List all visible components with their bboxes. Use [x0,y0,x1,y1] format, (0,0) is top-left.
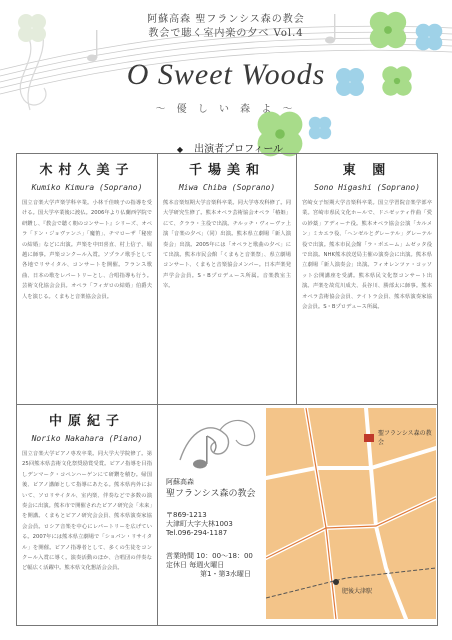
page-subtitle: 〜 優 し い 森 よ 〜 [155,104,297,115]
location-map [266,408,436,619]
performer-bio: 熊本音楽短期大学音楽科卒業。同大学専攻科修了。同大学研究生修了。熊本オペラ芸術協会オペラ「椿姫」にて、クララ・主役で出演。チルッチ・ヴィーヴァ上演「音楽の夕べ」（同）出演。熊本県立劇場「新人演奏会」出演。2005年には「オペラと歌曲の夕べ」にて出演。熊本市民会館「くまもと音楽祭」、県立劇場コンサート、くまもと音楽協会メンバー。日本声楽発声学会会員。S・Bプロデュース所属。音楽教室主宰。 [163,200,291,290]
church-closed: 定休日 毎週火曜日 [166,561,225,569]
church-postal: 〒869-1213 [166,511,207,519]
church-name: 聖フランシス森の教会 [166,489,256,499]
section-label: 出演者プロフィール [194,144,284,155]
performer-card [157,153,297,405]
performer-bio: 宮崎女子短期大学音楽科卒業。国立学習院音楽学部卒業。宮崎市県民文化ホールで、ドニゼッティ作曲「愛の妙薬」アディーナ役。熊本オペラ協会公演「カルメン」ミカエラ役、「ヘンゼルとグレーテル」グレーテル役で出演。熊本市民会館「ラ・ボエーム」ムゼッタ役で出演。NHK熊本放送局主催の演奏会に出演。熊本県立劇場「新人演奏会」出演。フィオレンツァ・コッソット公開講座を受講。熊本県民文化祭コンサート出演。声楽を故荒川成夫、長谷川、勝部太に師事。熊本オペラ芸術協会会員、テイトラ会員、熊本県演奏家協会会員。S・Bプロデュース所属。 [302,200,432,311]
performer-bio: 国立音楽大学声楽学科卒業。小林千佳映子の指導を受ける。国大学卒業後に渡仏。2006年より仏蘭西学院で研鑽し、『教会で聴く朝のコンサート』シリーズ、オペラ「ドン・ジョヴァンニ」「魔笛」、チマローザ「秘密の結婚」などに出演。声楽を中田喜直、村上信子、堀越に師事。声楽コンクール入賞。ソプラノ歌手として各地でリサイタル、コンサートを開催。フランス歌曲、日本の歌をレパートリーとし、合唱指導も行う。芸術文化協会会員。オペラ「フィガロの結婚」伯爵夫人を演じる。くまもと音楽協会会員。 [22,200,153,300]
church-hours: 営業時間 10：00〜18：00 [166,552,253,560]
church-address: 大津町大字大林1003 [166,520,233,528]
church-info [166,478,264,579]
church-tel: Tel.096-294-1187 [166,529,228,537]
diamond-icon: ◆ [176,145,183,154]
header-church-line: 阿蘇高森 聖フランシス森の教会 [147,14,305,25]
page-title: O Sweet Woods [126,58,326,91]
performer-name: 木村久美子 [39,163,135,178]
performer-bio: 国立音楽大学ピアノ専攻卒業。同大学大学院修了。第25回熊本県芸術文化祭奨励賞受賞。ピアノ指導を目指しデンマーク・コペンハーゲンにて研鑽を積む。帰国後、ピアノ講師として指導にあたる。熊本県内外において、ソロリサイタル、室内楽、伴奏などで多数の演奏会に出演。熊本市で開催されたピアノ研究会「未来」を開講。くまもとピアノ研究会会員、熊本県演奏家協会会員。ロシア音楽を中心にレパートリーを広げている。2007年には熊本県立劇場で「ショパン・リサイタル」を開催。ピアノ指導者として、多くの生徒をコンクール入賞に導く。演奏活動のほか、合唱団の伴奏など幅広く活躍中。熊本県文化懇話会会員。 [22,451,152,572]
church-closed-extra: 第1・第3水曜日 [200,570,251,578]
performer-card [16,153,158,405]
ribbon-note-illustration [170,410,262,474]
performer-roman-name: Sono Higashi (Soprano) [314,183,420,192]
performer-roman-name: Kumiko Kimura (Soprano) [31,183,143,192]
performer-card [296,153,438,405]
performer-name: 東 園 [342,163,392,178]
performer-card [16,404,158,626]
performer-roman-name: Noriko Nakahara (Piano) [31,434,143,443]
map-station-label: 肥後大津駅 [342,588,373,595]
header-event-line: 教会で聴く室内楽の夕べ Vol.4 [148,28,304,39]
performer-name: 中原紀子 [48,414,125,429]
performer-name: 千場美和 [188,163,265,178]
map-church-label: 聖フランシス森の教会 [378,430,432,446]
performer-roman-name: Miwa Chiba (Soprano) [178,183,276,192]
church-area: 阿蘇高森 [166,478,194,486]
